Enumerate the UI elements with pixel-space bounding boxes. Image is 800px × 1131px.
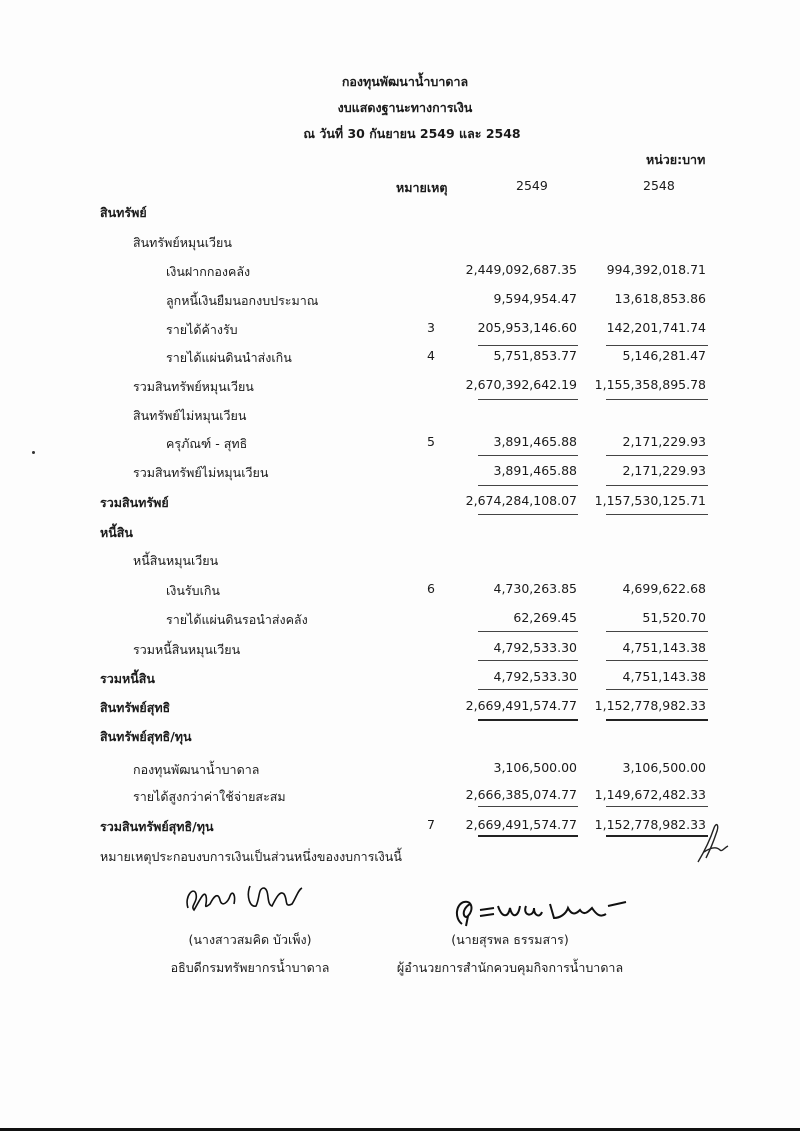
double-total-rule	[478, 835, 578, 837]
row-value-2549: 2,669,491,574.77	[465, 698, 577, 713]
row-label: รวมหนี้สินหมุนเวียน	[133, 642, 241, 657]
row-value-2548: 1,157,530,125.71	[594, 493, 706, 508]
subtotal-rule	[478, 345, 578, 346]
row-value-2548: 4,751,143.38	[622, 669, 706, 684]
row-value-2549: 205,953,146.60	[477, 320, 577, 335]
row-label: ลูกหนี้เงินยืมนอกงบประมาณ	[166, 293, 319, 308]
row-label: เงินรับเกิน	[166, 583, 220, 598]
row-value-2549: 4,730,263.85	[493, 581, 577, 596]
row-value-2549: 3,891,465.88	[493, 434, 577, 449]
row-value-2548: 1,149,672,482.33	[594, 787, 706, 802]
row-value-2548: 1,152,778,982.33	[594, 698, 706, 713]
subtotal-rule	[606, 455, 708, 456]
row-note: 7	[427, 817, 435, 832]
row-value-2548: 4,699,622.68	[622, 581, 706, 596]
row-value-2548: 2,171,229.93	[622, 463, 706, 478]
statement-title: งบแสดงฐานะทางการเงิน	[337, 100, 473, 115]
subtotal-rule	[606, 660, 708, 661]
row-note: 6	[427, 581, 435, 596]
row-note: 5	[427, 434, 435, 449]
statement-date: ณ วันที่ 30 กันยายน 2549 และ 2548	[303, 126, 521, 141]
row-value-2548: 51,520.70	[642, 610, 706, 625]
row-label: สินทรัพย์สุทธิ	[100, 700, 171, 715]
row-value-2549: 2,670,392,642.19	[465, 377, 577, 392]
signatory-2-name: (นายสุรพล ธรรมสาร)	[451, 932, 569, 947]
total-rule	[606, 514, 708, 515]
row-label: ครุภัณฑ์ - สุทธิ	[166, 436, 248, 451]
row-value-2548: 1,152,778,982.33	[594, 817, 706, 832]
row-value-2549: 3,891,465.88	[493, 463, 577, 478]
signatory-2-position: ผู้อำนวยการสำนักควบคุมกิจการน้ำบาดาล	[396, 960, 624, 975]
org-name: กองทุนพัฒนาน้ำบาดาล	[341, 74, 469, 89]
row-label: รายได้แผ่นดินนำส่งเกิน	[166, 350, 292, 365]
total-rule	[478, 514, 578, 515]
row-value-2549: 2,669,491,574.77	[465, 817, 577, 832]
subtotal-rule	[478, 455, 578, 456]
row-value-2549: 2,449,092,687.35	[465, 262, 577, 277]
row-label: รวมสินทรัพย์ไม่หมุนเวียน	[133, 465, 269, 480]
row-value-2549: 2,666,385,074.77	[465, 787, 577, 802]
total-rule	[478, 399, 578, 400]
subtotal-rule	[606, 345, 708, 346]
unit-label: หน่วย:บาท	[646, 152, 706, 167]
row-value-2548: 5,146,281.47	[622, 348, 706, 363]
double-total-rule	[606, 719, 708, 721]
row-label: สินทรัพย์หมุนเวียน	[133, 235, 232, 250]
row-value-2549: 62,269.45	[513, 610, 577, 625]
total-rule	[606, 399, 708, 400]
row-label: รวมสินทรัพย์สุทธิ/ทุน	[100, 819, 214, 834]
row-value-2549: 9,594,954.47	[493, 291, 577, 306]
double-total-rule	[606, 835, 708, 837]
row-label: สินทรัพย์	[100, 205, 147, 220]
row-value-2549: 4,792,533.30	[493, 640, 577, 655]
row-label: เงินฝากกองคลัง	[166, 264, 251, 279]
row-label: สินทรัพย์ไม่หมุนเวียน	[133, 408, 247, 423]
row-label: รายได้สูงกว่าค่าใช้จ่ายสะสม	[133, 789, 286, 804]
row-value-2549: 2,674,284,108.07	[465, 493, 577, 508]
subtotal-rule	[478, 660, 578, 661]
signature-1	[180, 876, 310, 916]
initials-signature	[694, 822, 734, 867]
signatory-1-position: อธิบดีกรมทรัพยากรน้ำบาดาล	[170, 960, 330, 975]
row-label: รายได้แผ่นดินรอนำส่งคลัง	[166, 612, 308, 627]
subtotal-rule	[478, 485, 578, 486]
row-note: 3	[427, 320, 435, 335]
row-value-2548: 1,155,358,895.78	[594, 377, 706, 392]
row-value-2548: 2,171,229.93	[622, 434, 706, 449]
scan-speck	[32, 451, 35, 454]
subtotal-rule	[606, 806, 708, 807]
row-value-2549: 5,751,853.77	[493, 348, 577, 363]
row-value-2548: 13,618,853.86	[614, 291, 706, 306]
total-rule	[606, 689, 708, 690]
subtotal-rule	[606, 485, 708, 486]
subtotal-rule	[478, 631, 578, 632]
footnote: หมายเหตุประกอบงบการเงินเป็นส่วนหนึ่งของงบการเงินนี้	[100, 849, 402, 864]
row-label: กองทุนพัฒนาน้ำบาดาล	[133, 762, 260, 777]
row-value-2548: 4,751,143.38	[622, 640, 706, 655]
row-value-2548: 3,106,500.00	[622, 760, 706, 775]
column-header-2549: 2549	[516, 178, 548, 193]
column-header-2548: 2548	[643, 178, 675, 193]
row-label: รายได้ค้างรับ	[166, 322, 238, 337]
row-label: สินทรัพย์สุทธิ/ทุน	[100, 729, 192, 744]
row-value-2549: 3,106,500.00	[493, 760, 577, 775]
row-label: หนี้สิน	[100, 525, 133, 540]
double-total-rule	[478, 719, 578, 721]
row-label: รวมหนี้สิน	[100, 671, 155, 686]
signature-2	[450, 896, 630, 930]
row-label: รวมสินทรัพย์หมุนเวียน	[133, 379, 254, 394]
row-label: หนี้สินหมุนเวียน	[133, 553, 219, 568]
row-value-2549: 4,792,533.30	[493, 669, 577, 684]
subtotal-rule	[478, 806, 578, 807]
column-header-note: หมายเหตุ	[396, 180, 448, 195]
row-note: 4	[427, 348, 435, 363]
signatory-1-name: (นางสาวสมคิด บัวเพ็ง)	[188, 932, 312, 947]
row-value-2548: 994,392,018.71	[606, 262, 706, 277]
row-label: รวมสินทรัพย์	[100, 495, 169, 510]
row-value-2548: 142,201,741.74	[606, 320, 706, 335]
subtotal-rule	[606, 631, 708, 632]
total-rule	[478, 689, 578, 690]
